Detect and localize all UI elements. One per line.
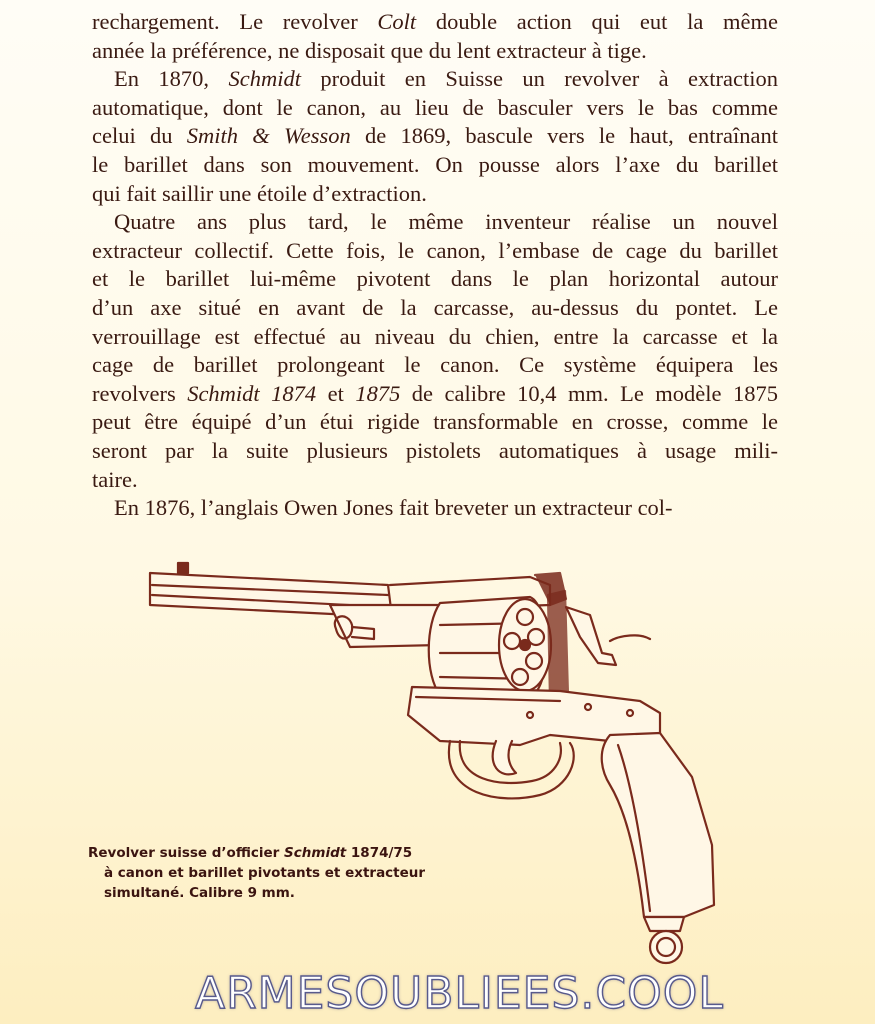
text-line: le barillet dans son mouvement. On pousse alors l’axe du barillet <box>92 151 778 177</box>
text-line: verrouillage est effectué au niveau du chien, entre la carcasse et la <box>92 323 778 349</box>
text-line: celui du Smith & Wesson de 1869, bascule vers le haut, entraînant <box>92 123 778 149</box>
text-line: peut être équipé d’un étui rigide transformable en crosse, comme le <box>92 409 778 435</box>
text-line: année la préférence, ne disposait que du lent extracteur à tige. <box>92 37 647 63</box>
text-line: qui fait saillir une étoile d’extraction. <box>92 180 427 206</box>
paragraph <box>92 494 778 523</box>
text-line: seront par la suite plusieurs pistolets automatiques à usage mili- <box>92 437 778 463</box>
text-line: taire. <box>92 466 138 492</box>
text-line: extracteur collectif. Cette fois, le canon, l’embase de cage du barillet <box>92 237 778 263</box>
text-line: En 1876, l’anglais Owen Jones fait breveter un extracteur col- <box>114 495 673 521</box>
text-line: et le barillet lui-même pivotent dans le plan horizontal autour <box>92 266 778 292</box>
figure-caption <box>88 843 468 903</box>
paragraph <box>92 65 778 208</box>
text-line: En 1870, Schmidt produit en Suisse un revolver à extraction <box>114 66 778 92</box>
text-line: automatique, dont le canon, au lieu de basculer vers le bas comme <box>92 94 778 120</box>
grip <box>602 733 714 917</box>
trigger <box>493 741 516 774</box>
text-line: revolvers Schmidt 1874 et 1875 de calibre 10,4 mm. Le modèle 1875 <box>92 380 778 406</box>
caption-line-2: à canon et barillet pivotants et extracteur <box>104 865 426 881</box>
paragraph <box>92 8 778 65</box>
hammer <box>566 607 616 665</box>
watermark: ARMESOUBLIEES.COOL <box>195 968 724 1019</box>
text-line: rechargement. Le revolver Colt double action qui eut la même <box>92 9 778 34</box>
paragraph <box>92 208 778 494</box>
caption-line-1: Revolver suisse d’officier Schmidt 1874/75 <box>88 845 413 861</box>
text-line: d’un axe situé en avant de la carcasse, au-dessus du pontet. Le <box>92 294 778 320</box>
text-line: Quatre ans plus tard, le même inventeur réalise un nouvel <box>114 209 778 235</box>
revolver-illustration <box>140 545 740 985</box>
caption-line-3: simultané. Calibre 9 mm. <box>104 885 295 901</box>
body-text <box>92 8 778 523</box>
text-line: cage de barillet prolongeant le canon. Ce système équipera les <box>92 352 778 378</box>
